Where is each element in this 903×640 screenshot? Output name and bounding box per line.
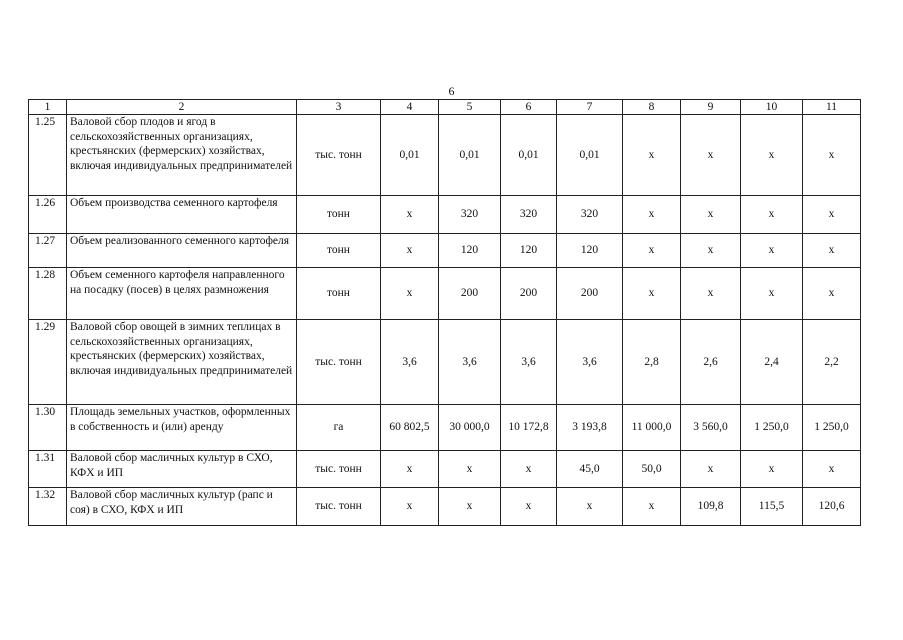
- unit-cell: тонн: [297, 234, 381, 268]
- value-cell: 0,01: [439, 115, 501, 196]
- value-cell: х: [741, 115, 803, 196]
- table-row: [29, 268, 861, 320]
- table-row: [29, 405, 861, 451]
- indicator-name: Площадь земельных участков, оформленных в собственность и (или) аренду: [67, 405, 297, 451]
- value-cell: 120: [501, 234, 557, 268]
- page-number: 6: [448, 84, 455, 98]
- table-row: [29, 488, 861, 526]
- value-cell: 115,5: [741, 488, 803, 526]
- unit-cell: тонн: [297, 196, 381, 234]
- value-cell: 320: [439, 196, 501, 234]
- value-cell: х: [623, 115, 681, 196]
- value-cell: х: [623, 488, 681, 526]
- value-cell: х: [803, 451, 861, 488]
- row-number: 1.30: [29, 405, 67, 451]
- value-cell: х: [803, 234, 861, 268]
- unit-cell: тонн: [297, 268, 381, 320]
- unit-cell: га: [297, 405, 381, 451]
- value-cell: 3,6: [381, 320, 439, 405]
- header-row: [29, 100, 861, 115]
- unit-cell: тыс. тонн: [297, 488, 381, 526]
- value-cell: х: [741, 268, 803, 320]
- value-cell: 200: [501, 268, 557, 320]
- header-cell: 11: [803, 100, 861, 115]
- value-cell: х: [741, 451, 803, 488]
- value-cell: 0,01: [381, 115, 439, 196]
- header-cell: 8: [623, 100, 681, 115]
- header-cell: 5: [439, 100, 501, 115]
- value-cell: 3 560,0: [681, 405, 741, 451]
- value-cell: 3 193,8: [557, 405, 623, 451]
- indicator-name: Валовой сбор плодов и ягод в сельскохозяйственных организациях, крестьянских (фермерских) хозяйствах, включая индивидуальных предпринимателей: [67, 115, 297, 196]
- value-cell: 1 250,0: [803, 405, 861, 451]
- value-cell: 3,6: [557, 320, 623, 405]
- value-cell: 120: [439, 234, 501, 268]
- header-cell: 4: [381, 100, 439, 115]
- value-cell: 45,0: [557, 451, 623, 488]
- indicators-table: [28, 99, 861, 526]
- indicator-name: Объем семенного картофеля направленного на посадку (посев) в целях размножения: [67, 268, 297, 320]
- value-cell: 120: [557, 234, 623, 268]
- value-cell: 10 172,8: [501, 405, 557, 451]
- value-cell: х: [681, 234, 741, 268]
- value-cell: х: [557, 488, 623, 526]
- value-cell: 1 250,0: [741, 405, 803, 451]
- value-cell: х: [803, 115, 861, 196]
- value-cell: х: [681, 115, 741, 196]
- value-cell: 200: [439, 268, 501, 320]
- value-cell: х: [623, 268, 681, 320]
- value-cell: х: [681, 451, 741, 488]
- value-cell: х: [439, 488, 501, 526]
- value-cell: х: [681, 196, 741, 234]
- value-cell: х: [803, 268, 861, 320]
- unit-cell: тыс. тонн: [297, 320, 381, 405]
- header-cell: 9: [681, 100, 741, 115]
- value-cell: х: [741, 234, 803, 268]
- value-cell: х: [803, 196, 861, 234]
- row-number: 1.32: [29, 488, 67, 526]
- table-row: [29, 196, 861, 234]
- row-number: 1.27: [29, 234, 67, 268]
- value-cell: 3,6: [501, 320, 557, 405]
- row-number: 1.28: [29, 268, 67, 320]
- value-cell: х: [381, 451, 439, 488]
- value-cell: 2,4: [741, 320, 803, 405]
- value-cell: 60 802,5: [381, 405, 439, 451]
- indicator-name: Объем производства семенного картофеля: [67, 196, 297, 234]
- value-cell: 200: [557, 268, 623, 320]
- value-cell: х: [681, 268, 741, 320]
- value-cell: х: [623, 196, 681, 234]
- header-cell: 7: [557, 100, 623, 115]
- value-cell: 3,6: [439, 320, 501, 405]
- value-cell: 320: [501, 196, 557, 234]
- value-cell: х: [381, 268, 439, 320]
- value-cell: х: [381, 488, 439, 526]
- indicator-name: Валовой сбор масличных культур (рапс и соя) в СХО, КФХ и ИП: [67, 488, 297, 526]
- value-cell: 0,01: [557, 115, 623, 196]
- value-cell: х: [381, 234, 439, 268]
- value-cell: 120,6: [803, 488, 861, 526]
- value-cell: х: [501, 488, 557, 526]
- unit-cell: тыс. тонн: [297, 115, 381, 196]
- header-cell: 3: [297, 100, 381, 115]
- header-cell: 10: [741, 100, 803, 115]
- value-cell: 30 000,0: [439, 405, 501, 451]
- value-cell: х: [501, 451, 557, 488]
- row-number: 1.25: [29, 115, 67, 196]
- value-cell: 50,0: [623, 451, 681, 488]
- value-cell: х: [439, 451, 501, 488]
- value-cell: 2,6: [681, 320, 741, 405]
- indicator-name: Объем реализованного семенного картофеля: [67, 234, 297, 268]
- unit-cell: тыс. тонн: [297, 451, 381, 488]
- row-number: 1.26: [29, 196, 67, 234]
- value-cell: 109,8: [681, 488, 741, 526]
- value-cell: 320: [557, 196, 623, 234]
- table-row: [29, 115, 861, 196]
- header-cell: 6: [501, 100, 557, 115]
- value-cell: х: [741, 196, 803, 234]
- value-cell: 0,01: [501, 115, 557, 196]
- value-cell: х: [623, 234, 681, 268]
- table-row: [29, 320, 861, 405]
- value-cell: 2,2: [803, 320, 861, 405]
- row-number: 1.29: [29, 320, 67, 405]
- indicator-name: Валовой сбор овощей в зимних теплицах в сельскохозяйственных организациях, крестьянских (фермерских) хозяйствах, включая индивидуальных предпринимателей: [67, 320, 297, 405]
- header-cell: 2: [67, 100, 297, 115]
- value-cell: 11 000,0: [623, 405, 681, 451]
- table-row: [29, 451, 861, 488]
- indicator-name: Валовой сбор масличных культур в СХО, КФХ и ИП: [67, 451, 297, 488]
- table-row: [29, 234, 861, 268]
- value-cell: х: [381, 196, 439, 234]
- header-cell: 1: [29, 100, 67, 115]
- value-cell: 2,8: [623, 320, 681, 405]
- row-number: 1.31: [29, 451, 67, 488]
